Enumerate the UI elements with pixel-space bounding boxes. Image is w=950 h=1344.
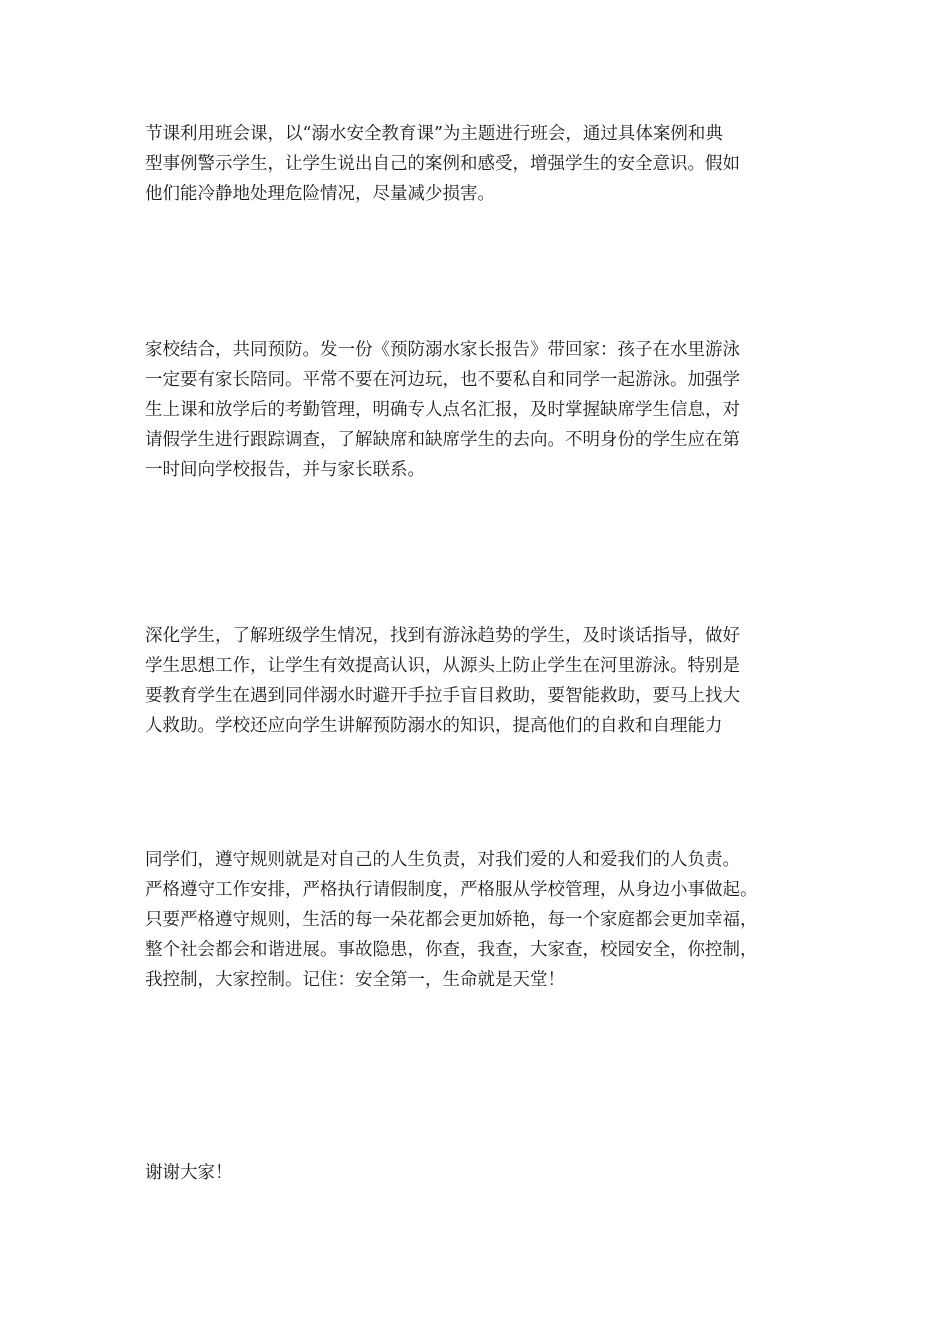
paragraph-line: 他们能冷静地处理危险情况，尽量减少损害。 — [145, 184, 495, 204]
paragraph-line: 同学们，遵守规则就是对自己的人生负责，对我们爱的人和爱我们的人负责。 — [145, 850, 740, 870]
paragraph-follow-rules — [145, 845, 810, 995]
paragraph-line: 生上课和放学后的考勤管理，明确专人点名汇报，及时掌握缺席学生信息，对 — [145, 400, 740, 420]
paragraph-line: 一时间向学校报告，并与家长联系。 — [145, 460, 425, 480]
paragraph-line: 整个社会都会和谐进展。事故隐患，你查，我查，大家查，校园安全，你控制， — [145, 940, 758, 960]
paragraph-line: 谢谢大家！ — [145, 1163, 233, 1183]
paragraph-line: 请假学生进行跟踪调查，了解缺席和缺席学生的去向。不明身份的学生应在第 — [145, 430, 740, 450]
paragraph-home-school — [145, 335, 810, 485]
paragraph-student-guidance — [145, 621, 810, 741]
paragraph-line: 家校结合，共同预防。发一份《预防溺水家长报告》带回家：孩子在水里游泳 — [145, 340, 740, 360]
paragraph-line: 人救助。学校还应向学生讲解预防溺水的知识，提高他们的自救和自理能力 — [145, 716, 723, 736]
paragraph-line: 严格遵守工作安排，严格执行请假制度，严格服从学校管理，从身边小事做起。 — [145, 880, 758, 900]
paragraph-line: 只要严格遵守规则，生活的每一朵花都会更加娇艳，每一个家庭都会更加幸福， — [145, 910, 758, 930]
paragraph-line: 一定要有家长陪同。平常不要在河边玩，也不要私自和同学一起游泳。加强学 — [145, 370, 740, 390]
paragraph-line: 型事例警示学生，让学生说出自己的案例和感受，增强学生的安全意识。假如 — [145, 154, 740, 174]
paragraph-line: 要教育学生在遇到同伴溺水时避开手拉手盲目救助，要智能救助，要马上找大 — [145, 686, 740, 706]
paragraph-line: 学生思想工作，让学生有效提高认识，从源头上防止学生在河里游泳。特别是 — [145, 656, 740, 676]
paragraph-class-meeting — [145, 119, 810, 209]
paragraph-line: 深化学生，了解班级学生情况，找到有游泳趋势的学生，及时谈话指导，做好 — [145, 626, 740, 646]
paragraph-line: 我控制，大家控制。记住：安全第一，生命就是天堂！ — [145, 970, 565, 990]
paragraph-line: 节课利用班会课，以“溺水安全教育课”为主题进行班会，通过具体案例和典 — [145, 124, 723, 144]
paragraph-closing-thanks — [145, 1158, 810, 1188]
